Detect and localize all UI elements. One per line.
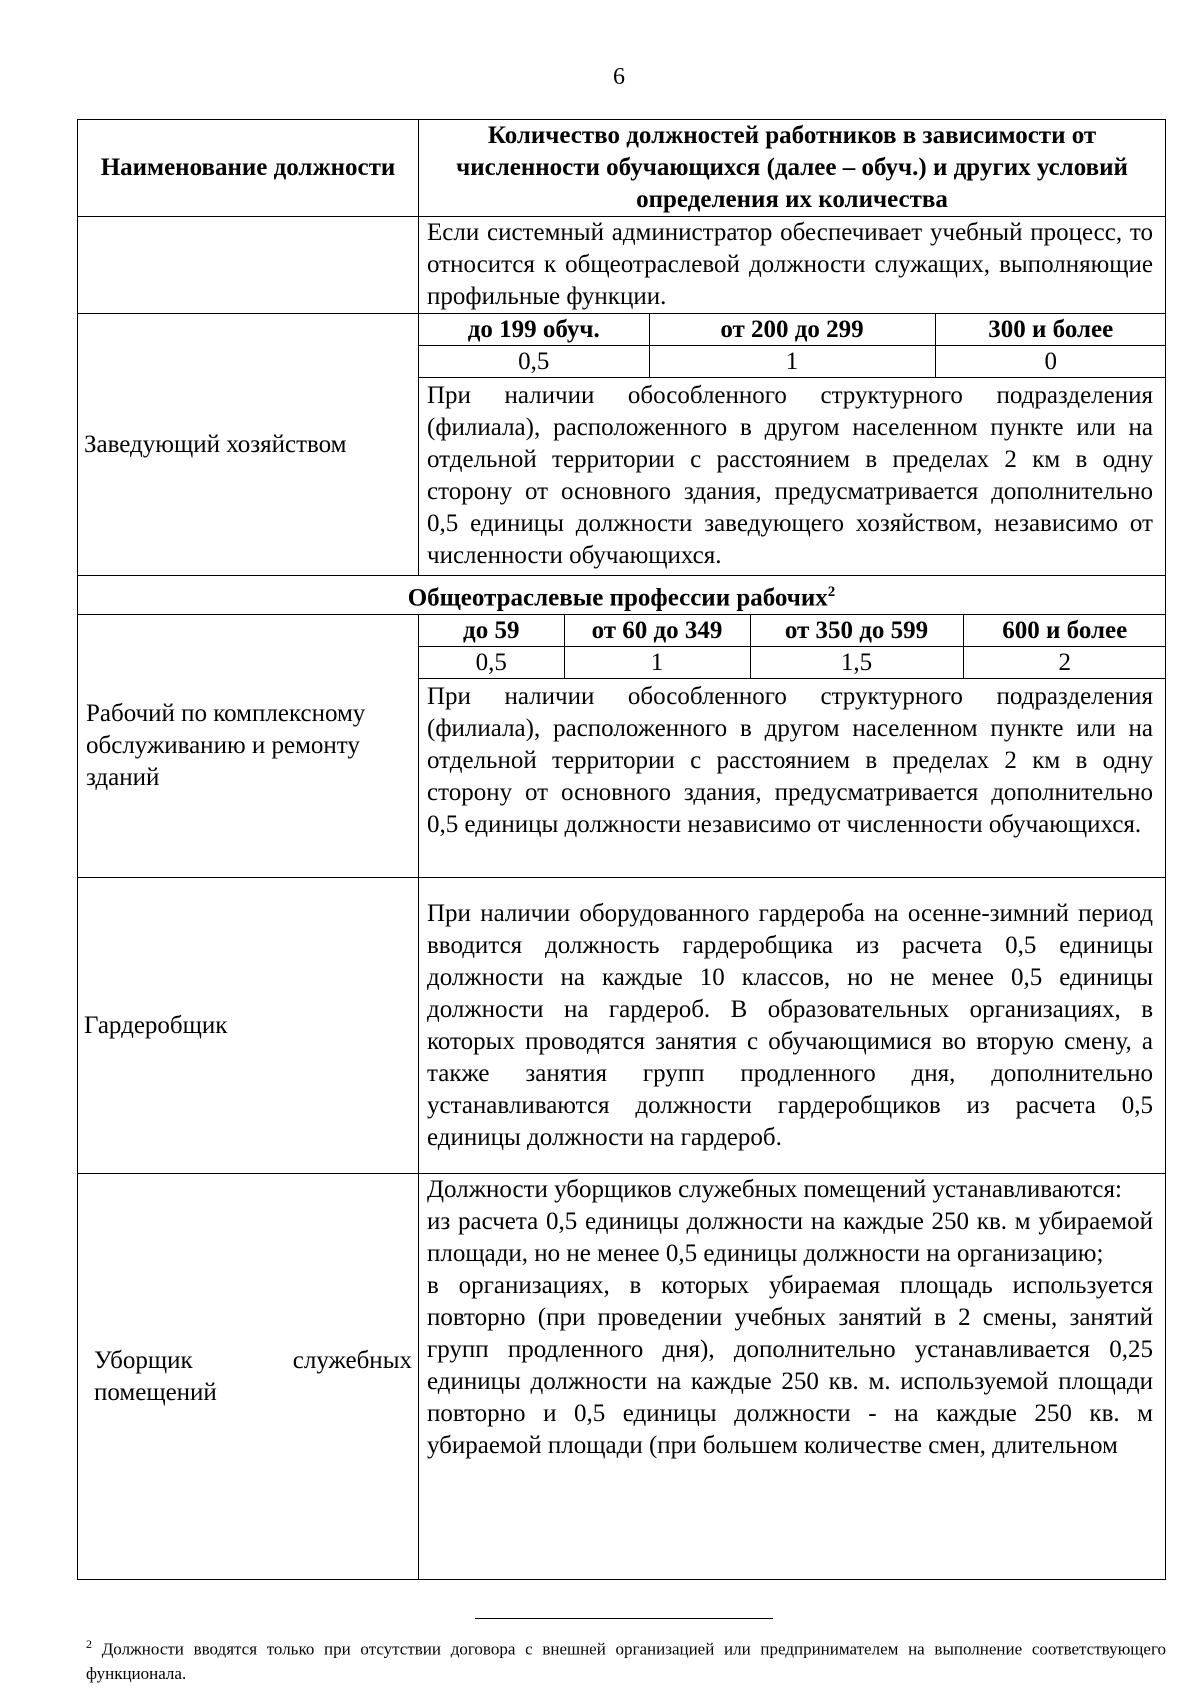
threshold-label: от 350 до 599: [750, 615, 963, 647]
threshold-label: 300 и более: [935, 314, 1166, 346]
position-note: При наличии обособленного структурного подразделения (филиала), расположенного в другом населенном пункте или на отдельной территории с расстоянием в пределах 2 км в одну сторону от основного здания, предусматривается дополнительно 0,5 единицы должности заведующего хозяйством, независимо от численности обучающихся.: [427, 382, 1153, 569]
page-number: 6: [613, 64, 625, 90]
threshold-header-row: [419, 615, 1166, 647]
cleaner-note-intro: Должности уборщиков служебных помещений устанавливаются:: [427, 1176, 1122, 1204]
position-name: Заведующий хозяйством: [78, 314, 419, 576]
threshold-label: от 200 до 299: [649, 314, 935, 346]
threshold-label: до 199 обуч.: [419, 314, 649, 346]
threshold-value: 0: [935, 346, 1166, 378]
position-name: Уборщик служебных помещений: [78, 1174, 419, 1580]
position-name: Гардеробщик: [78, 878, 419, 1174]
position-name: [78, 217, 419, 314]
footnote-text: Должности вводятся только при отсутствии договора с внешней организацией или предпринимателем на выполнение соответствующего функционала.: [86, 1639, 1166, 1683]
staffing-table: [77, 119, 1166, 1580]
position-note: Если системный администратор обеспечивает учебный процесс, то относится к общеотраслевой должности служащих, выполняющие профильные функции.: [427, 219, 1153, 310]
threshold-value: 1: [649, 346, 935, 378]
threshold-label: до 59: [419, 615, 564, 647]
threshold-value: 1,5: [750, 647, 963, 679]
threshold-value-row: [419, 346, 1166, 378]
table-row-household-manager: [78, 314, 1166, 576]
footnote-ref: 2: [827, 584, 836, 600]
threshold-value: 0,5: [419, 647, 564, 679]
threshold-label: 600 и более: [963, 615, 1166, 647]
header-position-name: Наименование должности: [78, 120, 419, 217]
table-row-repair-worker: [78, 615, 1166, 878]
position-note: При наличии обособленного структурного подразделения (филиала), расположенного в другом населенном пункте или на отдельной территории с расстоянием в пределах 2 км в одну сторону от основного здания, предусматривается дополнительно 0,5 единицы должности независимо от численности обучающихся.: [427, 683, 1153, 839]
position-name: Рабочий по комплексному обслуживанию и ремонту зданий: [78, 615, 419, 878]
footnote-separator: [475, 1618, 773, 1619]
cleaner-note-base: из расчета 0,5 единицы должности на каждые 250 кв. м убираемой площади, но не менее 0,5 единицы должности на организацию;: [427, 1208, 1153, 1268]
cleaner-note-repeat: в организациях, в которых убираемая площадь используется повторно (при проведении учебных занятий в 2 смены, занятий групп продленного дня), дополнительно устанавливается 0,25 единицы должности на каждые 250 кв. м. используемой площади повторно и 0,5 единицы должности - на каждые 250 кв. м убираемой площади (при большем количестве смен, длительном: [427, 1272, 1153, 1460]
threshold-table: [419, 615, 1166, 679]
position-note: При наличии оборудованного гардероба на осенне-зимний период вводится должность гардеробщика из расчета 0,5 единицы должности на каждые 10 классов, но не менее 0,5 единицы должности на гардероб. В образовательных организациях, в которых проводятся занятия с обучающимися во вторую смену, а также занятия групп продленного дня, дополнительно устанавливаются должности гардеробщиков из расчета 0,5 единицы должности на гардероб.: [427, 899, 1153, 1151]
threshold-table: [419, 314, 1166, 378]
threshold-label: от 60 до 349: [564, 615, 750, 647]
threshold-value-row: [419, 647, 1166, 679]
table-row-cloakroom-attendant: [78, 878, 1166, 1174]
table-row-sysadmin: [78, 217, 1166, 314]
section-title-text: Общеотраслевые профессии рабочих: [407, 584, 828, 612]
threshold-value: 2: [963, 647, 1166, 679]
section-title: [78, 576, 1166, 615]
threshold-value: 0,5: [419, 346, 649, 378]
footnote-mark: 2: [86, 1637, 92, 1651]
header-quantity: Количество должностей работников в зависимости от численности обучающихся (далее – обуч.) и других условий определения их количества: [419, 120, 1166, 217]
table-row-cleaner: [78, 1174, 1166, 1580]
footnote: [86, 1632, 1166, 1686]
table-header-row: [78, 120, 1166, 217]
threshold-value: 1: [564, 647, 750, 679]
section-title-row: [78, 576, 1166, 615]
threshold-header-row: [419, 314, 1166, 346]
